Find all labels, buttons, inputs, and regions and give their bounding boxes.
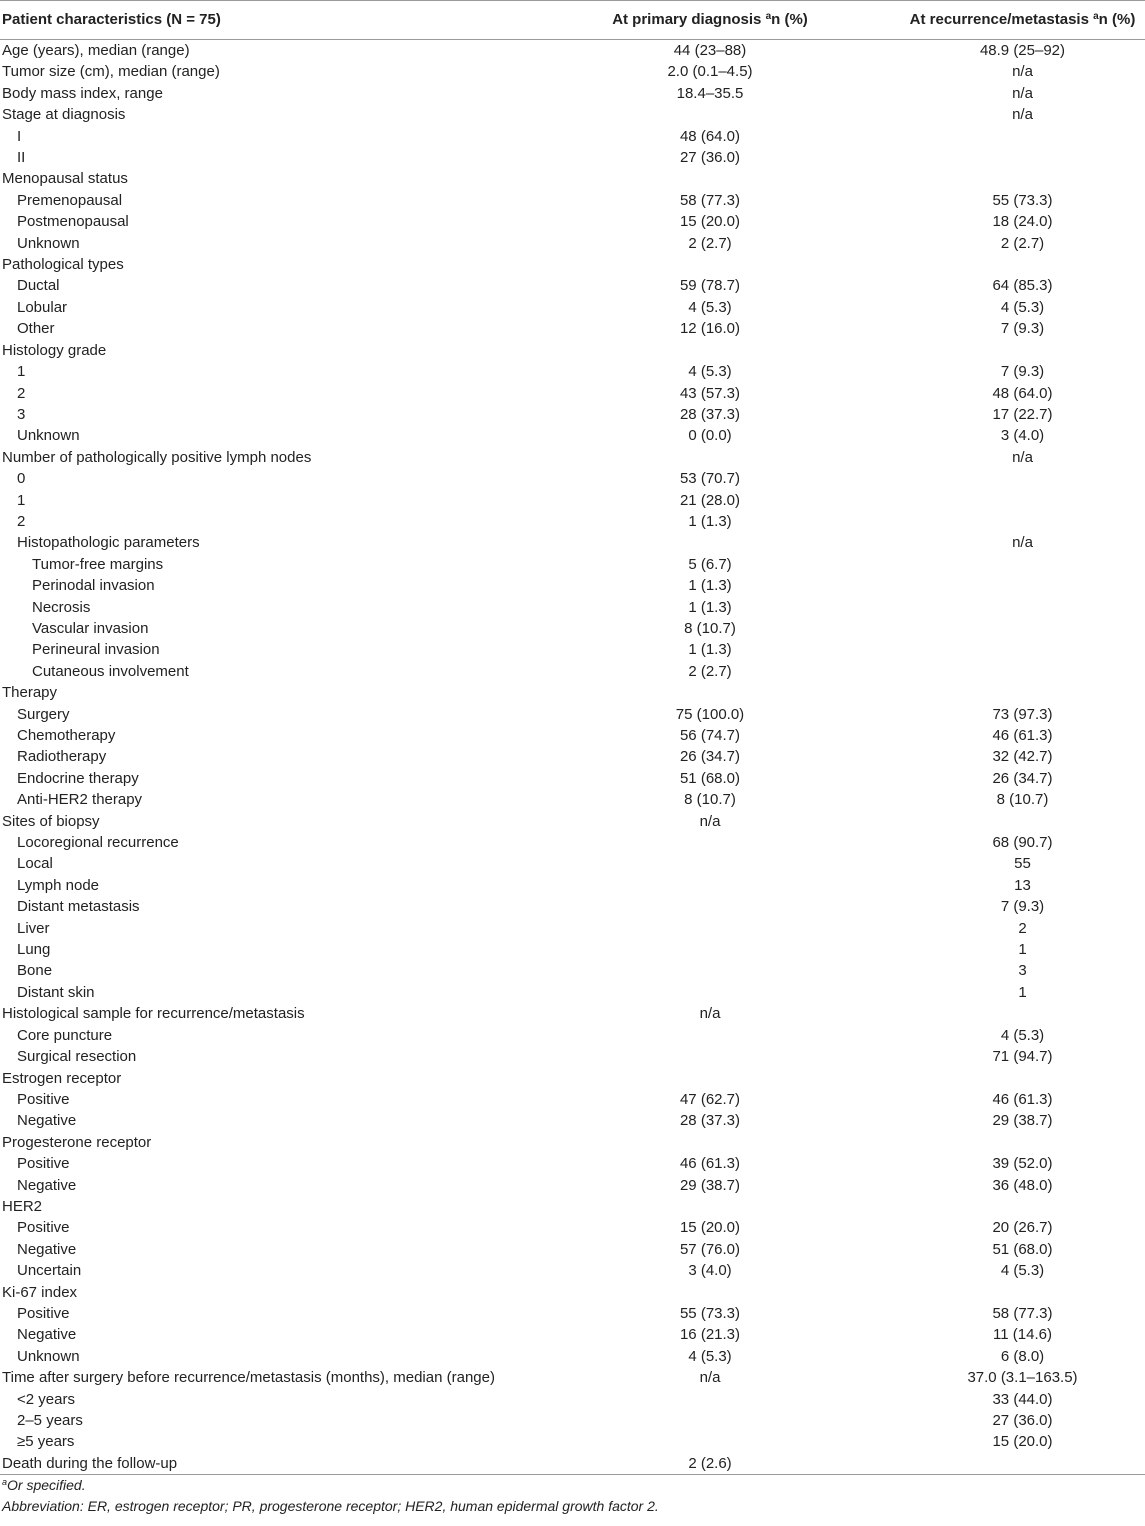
row-label: Body mass index, range (2, 84, 163, 102)
table-row (0, 1175, 1145, 1196)
table-row (0, 575, 1145, 596)
primary-diagnosis-value: 1 (1.3) (688, 598, 732, 616)
table-row (0, 789, 1145, 810)
header-patient-characteristics: Patient characteristics (N = 75) (0, 1, 530, 40)
recurrence-metastasis-value: 3 (4.0) (1000, 427, 1045, 445)
row-label: Positive (17, 1155, 70, 1173)
header-primary-prefix: At primary diagnosis (612, 11, 766, 28)
table-row (0, 383, 1145, 404)
table-row (0, 190, 1145, 211)
row-label: Chemotherapy (17, 727, 116, 744)
table-row (0, 468, 1145, 489)
table-row (0, 83, 1145, 104)
row-label: Histological sample for recurrence/metastasis (2, 1005, 305, 1023)
primary-diagnosis-value (530, 682, 860, 703)
primary-diagnosis-value: 29 (38.7) (679, 1176, 741, 1194)
row-label: Distant skin (17, 983, 95, 1001)
recurrence-metastasis-value: 55 (1014, 855, 1031, 873)
primary-diagnosis-value (530, 982, 860, 1003)
table-row (0, 746, 1145, 767)
primary-diagnosis-value: 4 (5.3) (688, 1347, 732, 1365)
table-row (0, 61, 1145, 82)
row-label: Lobular (17, 298, 68, 316)
table-row (0, 618, 1145, 639)
recurrence-metastasis-value: 33 (44.0) (992, 1390, 1053, 1408)
row-label: Premenopausal (17, 191, 123, 209)
footnote-text: Or specified. (7, 1477, 86, 1494)
primary-diagnosis-value: 28 (37.3) (679, 1112, 741, 1130)
table-row (0, 1239, 1145, 1260)
table-row (0, 1389, 1145, 1410)
recurrence-metastasis-value: 11 (14.6) (993, 1326, 1052, 1344)
row-label: Time after surgery before recurrence/metastasis (months), median (range) (2, 1369, 495, 1387)
row-label: Perineural invasion (32, 641, 160, 659)
table-row (0, 126, 1145, 147)
primary-diagnosis-value: 47 (62.7) (679, 1090, 741, 1108)
row-label: Anti-HER2 therapy (17, 791, 143, 809)
recurrence-metastasis-value: 4 (5.3) (1000, 1262, 1045, 1280)
table-row (0, 832, 1145, 853)
row-label: Age (years), median (range) (2, 42, 190, 59)
table-row (0, 918, 1145, 939)
recurrence-metastasis-value (860, 1068, 1145, 1089)
recurrence-metastasis-value: 73 (97.3) (992, 705, 1053, 723)
primary-diagnosis-value: 8 (10.7) (684, 619, 736, 637)
row-label: Pathological types (2, 256, 124, 274)
row-label: Number of pathologically positive lymph nodes (2, 448, 312, 466)
table-row (0, 1153, 1145, 1174)
recurrence-metastasis-value: 36 (48.0) (992, 1176, 1053, 1194)
recurrence-metastasis-value: 27 (36.0) (992, 1412, 1053, 1429)
recurrence-metastasis-value: 1 (1018, 983, 1027, 1001)
table-row (0, 233, 1145, 254)
row-label: Postmenopausal (17, 213, 129, 231)
table-row (0, 318, 1145, 339)
primary-diagnosis-value: 3 (4.0) (688, 1262, 732, 1280)
row-label: Locoregional recurrence (17, 834, 179, 852)
table-row (0, 168, 1145, 189)
table-row (0, 939, 1145, 960)
header-primary-diagnosis (530, 1, 860, 40)
row-label: Positive (17, 1090, 70, 1108)
table-row (0, 1132, 1145, 1153)
recurrence-metastasis-value: 2 (1018, 919, 1027, 937)
recurrence-metastasis-value: 17 (22.7) (992, 405, 1053, 423)
row-label: Negative (17, 1326, 77, 1344)
row-label: Bone (17, 962, 53, 980)
row-label: Negative (17, 1112, 77, 1130)
row-label: Core puncture (17, 1026, 113, 1044)
recurrence-metastasis-value (860, 126, 1145, 147)
primary-diagnosis-value: 2 (2.7) (688, 662, 732, 680)
table-row (0, 982, 1145, 1003)
footnote-abbreviation: Abbreviation: ER, estrogen receptor; PR, progesterone receptor; HER2, human epidermal growth factor 2. (2, 1498, 659, 1515)
table-row (0, 275, 1145, 296)
recurrence-metastasis-value: 58 (77.3) (992, 1304, 1053, 1322)
primary-diagnosis-value (530, 1282, 860, 1303)
primary-diagnosis-value (530, 1431, 860, 1452)
primary-diagnosis-value: 0 (0.0) (688, 427, 732, 445)
row-label: Progesterone receptor (2, 1133, 152, 1151)
recurrence-metastasis-value: 2 (2.7) (1000, 234, 1045, 252)
primary-diagnosis-value: 48 (64.0) (679, 127, 741, 145)
table-row (0, 1260, 1145, 1281)
table-row (0, 1431, 1145, 1452)
row-label: Positive (17, 1304, 70, 1322)
primary-diagnosis-value (530, 532, 860, 553)
row-label: 0 (17, 470, 26, 488)
table-row (0, 768, 1145, 789)
recurrence-metastasis-value: n/a (1012, 84, 1033, 102)
recurrence-metastasis-value (860, 1453, 1145, 1475)
table-row (0, 554, 1145, 575)
row-label: Unknown (17, 234, 80, 252)
recurrence-metastasis-value: 51 (68.0) (992, 1240, 1053, 1258)
table-row (0, 1367, 1145, 1388)
table-row (0, 1068, 1145, 1089)
table-row (0, 960, 1145, 981)
table-row (0, 254, 1145, 275)
table-row (0, 1003, 1145, 1024)
recurrence-metastasis-value (860, 661, 1145, 682)
row-label: Lymph node (17, 876, 100, 894)
primary-diagnosis-value: 1 (1.3) (688, 512, 732, 530)
table-row (0, 661, 1145, 682)
primary-diagnosis-value: 1 (1.3) (688, 641, 732, 659)
row-label: Other (17, 320, 55, 338)
header-recurrence-sup: a (1093, 11, 1099, 22)
primary-diagnosis-value: n/a (699, 812, 721, 830)
table-row (0, 811, 1145, 832)
row-label: Liver (17, 919, 50, 937)
row-label: ≥5 years (17, 1433, 75, 1451)
primary-diagnosis-value: 27 (36.0) (679, 149, 741, 167)
primary-diagnosis-value (530, 939, 860, 960)
recurrence-metastasis-value: 6 (8.0) (1000, 1347, 1045, 1365)
recurrence-metastasis-value (860, 147, 1145, 168)
row-label: Tumor size (cm), median (range) (2, 63, 220, 81)
primary-diagnosis-value (530, 1196, 860, 1217)
recurrence-metastasis-value: 48.9 (25–92) (979, 42, 1066, 59)
recurrence-metastasis-value: 20 (26.7) (992, 1219, 1053, 1237)
table-row (0, 147, 1145, 168)
recurrence-metastasis-value: n/a (1012, 448, 1033, 466)
table-row (0, 1046, 1145, 1067)
recurrence-metastasis-value (860, 575, 1145, 596)
primary-diagnosis-value: n/a (699, 1005, 721, 1023)
recurrence-metastasis-value: 8 (10.7) (996, 791, 1049, 809)
table-body (0, 40, 1145, 1475)
primary-diagnosis-value: 44 (23–88) (673, 42, 747, 59)
table-row (0, 211, 1145, 232)
recurrence-metastasis-value: 29 (38.7) (992, 1112, 1053, 1130)
primary-diagnosis-value: 58 (77.3) (679, 191, 741, 209)
primary-diagnosis-value: 4 (5.3) (688, 298, 732, 316)
row-label: Therapy (2, 684, 58, 702)
recurrence-metastasis-value: n/a (1012, 534, 1033, 552)
table-row (0, 639, 1145, 660)
row-label: Histopathologic parameters (17, 534, 200, 552)
row-label: Surgical resection (17, 1048, 137, 1066)
row-label: Surgery (17, 705, 70, 723)
row-label: 3 (17, 405, 26, 423)
row-label: Menopausal status (2, 170, 128, 188)
primary-diagnosis-value: 43 (57.3) (679, 384, 741, 402)
recurrence-metastasis-value (860, 1003, 1145, 1024)
table-row (0, 725, 1145, 746)
primary-diagnosis-value: 2.0 (0.1–4.5) (667, 63, 753, 81)
table-row (0, 682, 1145, 703)
recurrence-metastasis-value (860, 340, 1145, 361)
primary-diagnosis-value: 12 (16.0) (679, 320, 741, 338)
table-row (0, 1110, 1145, 1131)
row-label: Stage at diagnosis (2, 106, 126, 124)
row-label: <2 years (17, 1390, 75, 1408)
row-label: HER2 (2, 1197, 43, 1215)
table-row (0, 532, 1145, 553)
table-row (0, 875, 1145, 896)
row-label: Negative (17, 1176, 77, 1194)
row-label: Lung (17, 941, 51, 959)
recurrence-metastasis-value: 7 (9.3) (1000, 320, 1045, 338)
table-row (0, 1025, 1145, 1046)
primary-diagnosis-value: 56 (74.7) (679, 727, 741, 744)
row-label: 2 (17, 512, 26, 530)
primary-diagnosis-value (530, 168, 860, 189)
primary-diagnosis-value (530, 875, 860, 896)
primary-diagnosis-value: 59 (78.7) (679, 277, 741, 295)
row-label: Vascular invasion (32, 619, 149, 637)
primary-diagnosis-value (530, 896, 860, 917)
table-row (0, 1410, 1145, 1431)
table-row (0, 896, 1145, 917)
row-label: Local (17, 855, 53, 873)
row-label: Necrosis (32, 598, 91, 616)
row-label: Sites of biopsy (2, 812, 100, 830)
row-label: Ki-67 index (2, 1283, 78, 1301)
recurrence-metastasis-value (860, 1132, 1145, 1153)
footnote-specified (0, 1475, 1145, 1496)
recurrence-metastasis-value: 55 (73.3) (992, 191, 1053, 209)
primary-diagnosis-value: 51 (68.0) (679, 769, 741, 787)
row-label: Histology grade (2, 341, 107, 359)
recurrence-metastasis-value (860, 597, 1145, 618)
row-label: 2 (17, 384, 26, 402)
recurrence-metastasis-value: n/a (1012, 63, 1033, 81)
primary-diagnosis-value: 15 (20.0) (679, 1219, 741, 1237)
row-label: Ductal (17, 277, 60, 295)
recurrence-metastasis-value (860, 254, 1145, 275)
primary-diagnosis-value (530, 1389, 860, 1410)
header-primary-sup: a (765, 11, 772, 22)
table-row (0, 1089, 1145, 1110)
table-row (0, 297, 1145, 318)
header-row (0, 1, 1145, 40)
recurrence-metastasis-value: 68 (90.7) (992, 834, 1053, 852)
recurrence-metastasis-value: 1 (1018, 941, 1027, 959)
row-label: Tumor-free margins (32, 555, 164, 573)
table-row (0, 340, 1145, 361)
table-row (0, 104, 1145, 125)
table-row (0, 1282, 1145, 1303)
header-recurrence-suffix: n (%) (1098, 11, 1136, 28)
recurrence-metastasis-value: n/a (1012, 106, 1033, 124)
table-row (0, 1196, 1145, 1217)
recurrence-metastasis-value: 48 (64.0) (992, 384, 1053, 402)
row-label: Positive (17, 1219, 70, 1237)
recurrence-metastasis-value: 4 (5.3) (1000, 1026, 1045, 1044)
primary-diagnosis-value: 1 (1.3) (688, 577, 732, 595)
row-label: Negative (17, 1240, 77, 1258)
primary-diagnosis-value (530, 104, 860, 125)
primary-diagnosis-value (530, 918, 860, 939)
primary-diagnosis-value (530, 960, 860, 981)
table-row (0, 853, 1145, 874)
recurrence-metastasis-value: 7 (9.3) (1000, 363, 1045, 381)
table-row (0, 1346, 1145, 1367)
row-label: Unknown (17, 1347, 80, 1365)
recurrence-metastasis-value: 37.0 (3.1–163.5) (967, 1369, 1078, 1387)
recurrence-metastasis-value: 13 (1014, 876, 1031, 894)
table-row (0, 1217, 1145, 1238)
primary-diagnosis-value: 26 (34.7) (679, 748, 741, 766)
row-label: 2–5 years (17, 1412, 83, 1429)
recurrence-metastasis-value (860, 639, 1145, 660)
table-row (0, 361, 1145, 382)
primary-diagnosis-value (530, 340, 860, 361)
recurrence-metastasis-value (860, 554, 1145, 575)
header-recurrence-metastasis (860, 1, 1145, 40)
row-label: Distant metastasis (17, 898, 140, 916)
primary-diagnosis-value (530, 832, 860, 853)
row-label: Perinodal invasion (32, 577, 155, 595)
row-label: Endocrine therapy (17, 769, 139, 787)
table-row (0, 1453, 1145, 1475)
recurrence-metastasis-value: 18 (24.0) (992, 213, 1053, 231)
recurrence-metastasis-value: 46 (61.3) (992, 1090, 1053, 1108)
primary-diagnosis-value (530, 1046, 860, 1067)
recurrence-metastasis-value (860, 1282, 1145, 1303)
primary-diagnosis-value: n/a (699, 1369, 721, 1387)
primary-diagnosis-value: 4 (5.3) (688, 363, 732, 381)
recurrence-metastasis-value (860, 1196, 1145, 1217)
table-row (0, 1303, 1145, 1324)
primary-diagnosis-value: 46 (61.3) (679, 1155, 741, 1173)
primary-diagnosis-value (530, 254, 860, 275)
header-primary-suffix: n (%) (771, 11, 808, 28)
primary-diagnosis-value (530, 447, 860, 468)
row-label: Unknown (17, 427, 80, 445)
recurrence-metastasis-value: 15 (20.0) (992, 1433, 1053, 1451)
primary-diagnosis-value: 18.4–35.5 (676, 84, 744, 102)
primary-diagnosis-value: 15 (20.0) (679, 213, 741, 231)
recurrence-metastasis-value: 3 (1018, 962, 1027, 980)
primary-diagnosis-value: 75 (100.0) (675, 705, 745, 723)
primary-diagnosis-value (530, 1410, 860, 1431)
recurrence-metastasis-value: 71 (94.7) (992, 1048, 1053, 1066)
recurrence-metastasis-value: 26 (34.7) (992, 769, 1053, 787)
row-label: Cutaneous involvement (32, 662, 189, 680)
primary-diagnosis-value: 28 (37.3) (679, 405, 741, 423)
row-label: I (17, 127, 22, 145)
recurrence-metastasis-value (860, 811, 1145, 832)
primary-diagnosis-value: 21 (28.0) (679, 491, 741, 509)
primary-diagnosis-value: 53 (70.7) (679, 470, 741, 488)
primary-diagnosis-value: 8 (10.7) (684, 791, 736, 809)
recurrence-metastasis-value (860, 168, 1145, 189)
primary-diagnosis-value: 2 (2.7) (688, 234, 732, 252)
row-label: Death during the follow-up (0, 1453, 530, 1475)
primary-diagnosis-value: 5 (6.7) (688, 555, 732, 573)
recurrence-metastasis-value: 32 (42.7) (992, 748, 1053, 766)
table-row (0, 704, 1145, 725)
recurrence-metastasis-value: 39 (52.0) (992, 1155, 1053, 1173)
primary-diagnosis-value: 55 (73.3) (679, 1304, 741, 1322)
table-row (0, 511, 1145, 532)
header-recurrence-prefix: At recurrence/metastasis (909, 11, 1094, 28)
footnote-sup: a (2, 1477, 8, 1488)
recurrence-metastasis-value (860, 490, 1145, 511)
table-row (0, 404, 1145, 425)
table-header (0, 1, 1145, 40)
primary-diagnosis-value (530, 1132, 860, 1153)
table-row (0, 490, 1145, 511)
recurrence-metastasis-value: 7 (9.3) (1000, 898, 1045, 916)
row-label: Radiotherapy (17, 748, 107, 766)
table-row (0, 425, 1145, 446)
row-label: Uncertain (17, 1262, 82, 1280)
primary-diagnosis-value: 16 (21.3) (679, 1326, 741, 1344)
recurrence-metastasis-value (860, 511, 1145, 532)
table-row (0, 1324, 1145, 1345)
recurrence-metastasis-value: 64 (85.3) (992, 277, 1053, 295)
primary-diagnosis-value (530, 1068, 860, 1089)
table-row (0, 40, 1145, 62)
primary-diagnosis-value (530, 1025, 860, 1046)
recurrence-metastasis-value: 4 (5.3) (1000, 298, 1045, 316)
row-label: 1 (17, 363, 26, 381)
row-label: Estrogen receptor (2, 1069, 122, 1087)
row-label: II (17, 149, 26, 167)
table-row (0, 597, 1145, 618)
row-label: 1 (17, 491, 26, 509)
primary-diagnosis-value: 2 (2.6) (530, 1453, 860, 1475)
recurrence-metastasis-value (860, 682, 1145, 703)
recurrence-metastasis-value (860, 618, 1145, 639)
recurrence-metastasis-value (860, 468, 1145, 489)
table-row (0, 447, 1145, 468)
primary-diagnosis-value: 57 (76.0) (679, 1240, 741, 1258)
recurrence-metastasis-value: 46 (61.3) (992, 727, 1053, 744)
primary-diagnosis-value (530, 853, 860, 874)
